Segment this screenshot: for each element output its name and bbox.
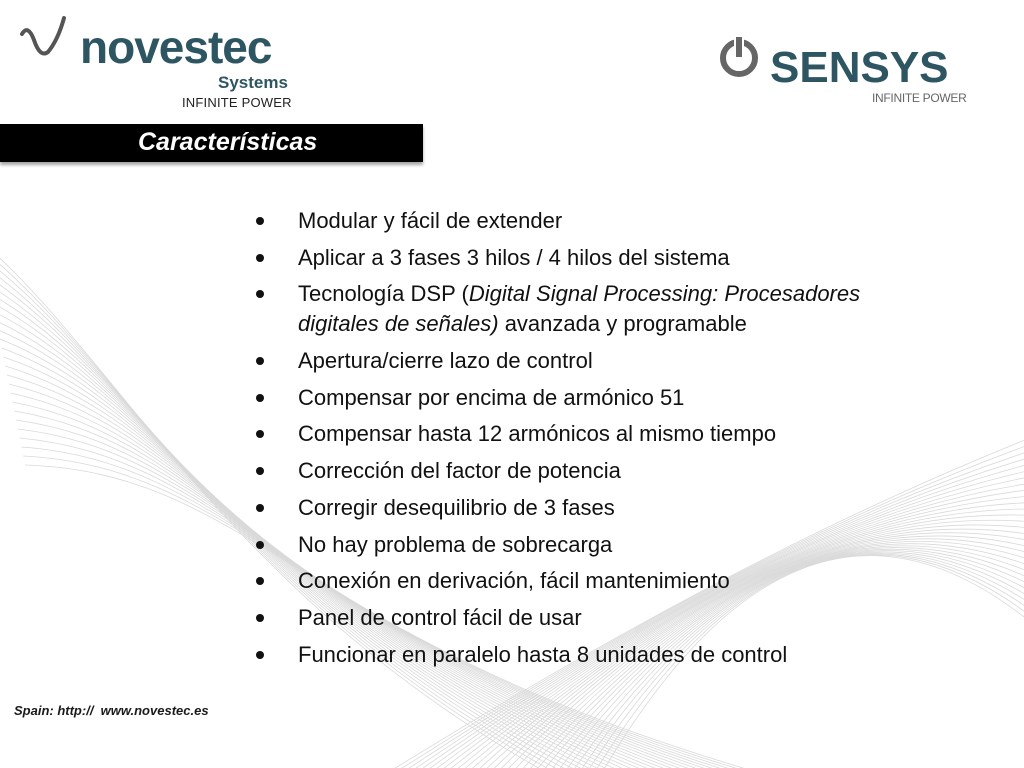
list-item: Funcionar en paralelo hasta 8 unidades de control [252, 640, 892, 670]
sensys-tagline: INFINITE POWER [872, 91, 967, 105]
list-item: Panel de control fácil de usar [252, 603, 892, 633]
novestec-tagline: INFINITE POWER [182, 95, 292, 110]
list-item: Compensar por encima de armónico 51 [252, 383, 892, 413]
bullet-icon [256, 541, 264, 549]
list-item: Corrección del factor de potencia [252, 456, 892, 486]
bullet-icon [256, 254, 264, 262]
sensys-name: SENSYS [770, 43, 949, 92]
title-bar [0, 124, 423, 162]
novestec-subtitle: Systems [218, 73, 288, 92]
bullet-icon [256, 430, 264, 438]
list-item: Modular y fácil de extender [252, 206, 892, 236]
bullet-icon [256, 467, 264, 475]
list-item: Apertura/cierre lazo de control [252, 346, 892, 376]
list-item: Conexión en derivación, fácil mantenimiento [252, 566, 892, 596]
bullet-icon [256, 504, 264, 512]
slide-title: Características [138, 128, 318, 156]
list-item: Compensar hasta 12 armónicos al mismo tiempo [252, 419, 892, 449]
list-item: Aplicar a 3 fases 3 hilos / 4 hilos del sistema [252, 243, 892, 273]
feature-list [252, 206, 892, 676]
bullet-icon [256, 217, 264, 225]
bullet-icon [256, 357, 264, 365]
wave-checkmark-icon [18, 12, 74, 68]
bullet-icon [256, 614, 264, 622]
list-item: No hay problema de sobrecarga [252, 530, 892, 560]
bullet-icon [256, 394, 264, 402]
novestec-name: novestec [80, 21, 272, 73]
bullet-icon [256, 577, 264, 585]
novestec-logo [18, 8, 308, 118]
bullet-icon [256, 651, 264, 659]
footer-url-link[interactable]: Spain: http:// www.novestec.es [14, 703, 209, 718]
list-item: Corregir desequilibrio de 3 fases [252, 493, 892, 523]
power-icon [716, 34, 762, 80]
bullet-icon [256, 290, 264, 298]
sensys-logo [716, 30, 986, 110]
list-item: Tecnología DSP (Digital Signal Processing: Procesadores digitales de señales) avanzada y programable [252, 279, 892, 339]
